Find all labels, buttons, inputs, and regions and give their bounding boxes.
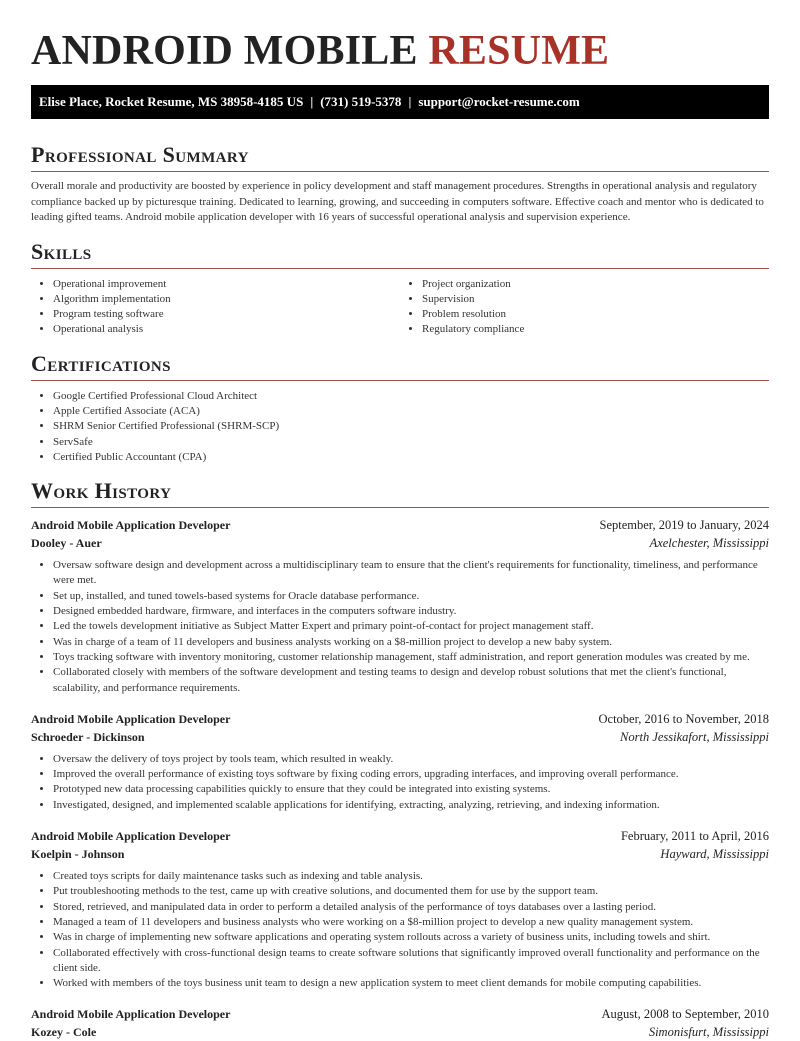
job-bullet: • Created toys scripts for daily maintenance tasks such as indexing and table analysis.	[53, 869, 769, 884]
job-dates: September, 2019 to January, 2024	[599, 518, 769, 533]
contact-phone: (731) 519-5378	[320, 94, 402, 109]
section-divider	[31, 380, 769, 381]
job-bullets	[31, 752, 769, 813]
job-entry	[31, 710, 769, 813]
skill-item: • Operational improvement	[53, 277, 400, 292]
job-title: Android Mobile Application Developer	[31, 711, 231, 726]
job-bullet: • Improved the overall performance of existing toys software by fixing coding errors, upgrading interfaces, and improving overall performance.	[53, 767, 769, 782]
resume-title	[31, 0, 769, 75]
skill-item: • Regulatory compliance	[422, 322, 769, 337]
skill-item: • Supervision	[422, 292, 769, 307]
section-heading-skills: Skills	[31, 238, 92, 264]
section-divider	[31, 507, 769, 508]
skill-item: • Program testing software	[53, 307, 400, 322]
job-employer: Dooley - Auer	[31, 536, 102, 551]
job-bullet: • Collaborated closely with members of the software development and testing teams to design and develop robust solutions that met the client's functional, scalability, and performance requirements.	[53, 665, 769, 696]
job-bullets	[31, 558, 769, 696]
skill-item: • Project organization	[422, 277, 769, 292]
job-entry	[31, 1005, 769, 1041]
job-bullet: • Oversaw the delivery of toys project by tools team, which resulted in weakly.	[53, 752, 769, 767]
skill-item: • Operational analysis	[53, 322, 400, 337]
work-history-section	[31, 477, 769, 1041]
job-dates: August, 2008 to September, 2010	[601, 1007, 769, 1022]
job-bullet: • Stored, retrieved, and manipulated data in order to perform a detailed analysis of the performance of toys databases over a lasting period.	[53, 900, 769, 915]
title-accent: RESUME	[428, 28, 610, 74]
job-header-line	[31, 710, 769, 728]
job-bullet: • Oversaw software design and development across a multidisciplinary team to ensure that the client's requirements for functionality, timeliness, and performance were met.	[53, 558, 769, 589]
job-bullet: • Collaborated effectively with cross-functional design teams to create software solutions that significantly improved overall functionality and performance on the client side.	[53, 946, 769, 977]
job-dates: October, 2016 to November, 2018	[598, 711, 769, 726]
contact-email[interactable]: support@rocket-resume.com	[418, 94, 580, 109]
job-location: Hayward, Mississippi	[660, 847, 769, 862]
job-employer: Koelpin - Johnson	[31, 847, 125, 862]
job-bullet: • Worked with members of the toys business unit team to design a new application system to meet client demands for mobile computing capabilities.	[53, 976, 769, 991]
contact-bar	[31, 85, 769, 119]
job-bullet: • Was in charge of a team of 11 developers and business analysts working on a $8-million project to develop a new baby system.	[53, 635, 769, 650]
job-location: Simonisfurt, Mississippi	[648, 1025, 769, 1040]
contact-separator: |	[310, 94, 314, 109]
job-header-line	[31, 1005, 769, 1023]
job-employer-line	[31, 1023, 769, 1041]
job-bullet: • Set up, installed, and tuned towels-based systems for Oracle database performance.	[53, 589, 769, 604]
skills-list-right	[400, 277, 769, 338]
summary-text: Overall morale and productivity are boosted by experience in policy development and staff management procedures. Strengths in operational analysis and regulatory compliance backed up by picturesque training. Dedicated to learning, growing, and succeeding in computers software. Effective coach and mentor who is dedicated to leading gifted teams. Android mobile application developer with 16 years of successful operational analysis and supervision experience.	[31, 180, 764, 223]
job-bullets	[31, 869, 769, 991]
contact-address: Elise Place, Rocket Resume, MS 38958-4185 US	[39, 94, 304, 109]
certification-item: • Certified Public Accountant (CPA)	[53, 450, 769, 465]
job-location: North Jessikafort, Mississippi	[620, 729, 769, 744]
job-header-line	[31, 516, 769, 534]
skill-item: • Problem resolution	[422, 307, 769, 322]
job-location: Axelchester, Mississippi	[649, 536, 769, 551]
job-header-line	[31, 827, 769, 845]
job-entry	[31, 516, 769, 696]
job-bullet: • Put troubleshooting methods to the test, came up with creative solutions, and documented them for use by the support team.	[53, 884, 769, 899]
certification-item: • Google Certified Professional Cloud Architect	[53, 389, 769, 404]
certification-item: • ServSafe	[53, 435, 769, 450]
job-bullet: • Toys tracking software with inventory monitoring, customer relationship management, staff administration, and report generation modules was created by me.	[53, 650, 769, 665]
summary-section	[31, 141, 769, 226]
job-title: Android Mobile Application Developer	[31, 1007, 231, 1022]
skills-list-left	[31, 277, 400, 338]
skill-item: • Algorithm implementation	[53, 292, 400, 307]
title-main: ANDROID MOBILE	[31, 28, 429, 74]
job-dates: February, 2011 to April, 2016	[620, 829, 769, 844]
skills-columns	[31, 277, 769, 338]
job-employer: Schroeder - Dickinson	[31, 729, 145, 744]
job-bullet: • Led the towels development initiative as Subject Matter Expert and primary point-of-contact for project management staff.	[53, 619, 769, 634]
section-heading-certifications: Certifications	[31, 350, 171, 376]
jobs-list	[31, 516, 769, 1041]
job-title: Android Mobile Application Developer	[31, 829, 231, 844]
job-bullet: • Prototyped new data processing capabilities quickly to ensure that they could be integrated into existing systems.	[53, 782, 769, 797]
job-employer-line	[31, 728, 769, 746]
job-bullet: • Was in charge of implementing new software applications and operating system rollouts across a variety of business units, including towels and shirt.	[53, 930, 769, 945]
job-bullet: • Designed embedded hardware, firmware, and interfaces in the computers software industry.	[53, 604, 769, 619]
job-bullet: • Investigated, designed, and implemented scalable applications for identifying, extracting, analyzing, retrieving, and indexing information.	[53, 798, 769, 813]
job-bullet: • Managed a team of 11 developers and business analysts who were working on a $8-million project to develop a new quality management system.	[53, 915, 769, 930]
certification-item: • SHRM Senior Certified Professional (SHRM-SCP)	[53, 419, 769, 434]
job-employer-line	[31, 845, 769, 863]
job-employer-line	[31, 534, 769, 552]
certifications-list	[31, 389, 769, 465]
job-title: Android Mobile Application Developer	[31, 518, 231, 533]
job-employer: Kozey - Cole	[31, 1025, 97, 1040]
certifications-section	[31, 350, 769, 465]
section-heading-work-history: Work History	[31, 478, 172, 504]
section-divider	[31, 268, 769, 269]
skills-section	[31, 238, 769, 338]
job-entry	[31, 827, 769, 991]
certification-item: • Apple Certified Associate (ACA)	[53, 404, 769, 419]
contact-separator: |	[408, 94, 412, 109]
section-heading-summary: Professional Summary	[31, 142, 249, 167]
section-divider	[31, 171, 769, 172]
